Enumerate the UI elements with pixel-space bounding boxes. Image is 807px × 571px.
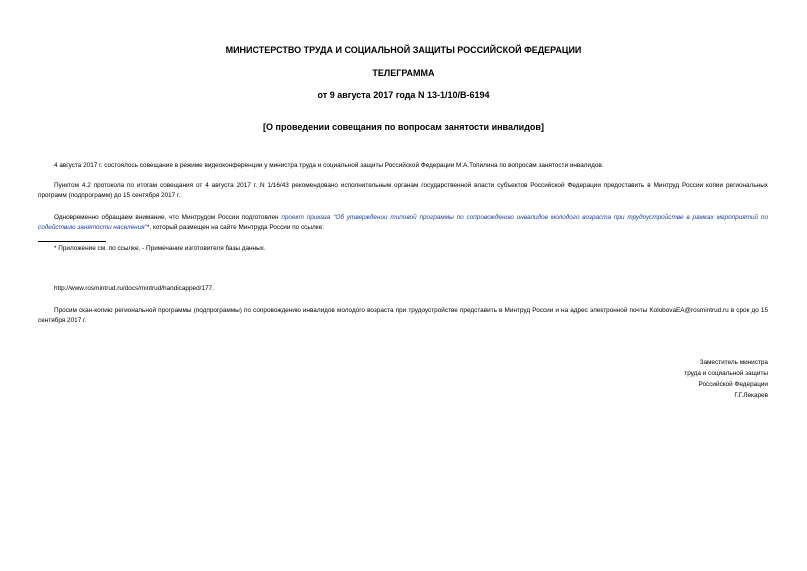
paragraph-draft-order [38, 213, 768, 233]
draft-order-link[interactable]: проект приказа "Об утверждении типовой программы по сопровождению инвалидов молодого возраста при трудоустройстве в рамках мероприятий по содействию занятости населения" [38, 214, 768, 231]
paragraph-draft-order-tail: *, который размещен на сайте Минтруда России по ссылке: [146, 224, 324, 231]
footnote-divider [38, 241, 106, 242]
signature-position-line2: труда и социальной защиты [684, 370, 768, 377]
paragraph-protocol: Пунктом 4.2 протокола по итогам совещания от 4 августа 2017 г. N 1/16/43 рекомендовано исполнительным органам государственной власти субъектов Российской Федерации предоставить в Минтруд России копии региональных программ (подпрограмм) до 15 сентября 2017 г. [38, 182, 768, 199]
signature-block [568, 357, 768, 401]
doc-type-heading: ТЕЛЕГРАММА [372, 68, 435, 78]
signature-position-line1: Заместитель министра [699, 359, 768, 366]
footnote-text: * Приложение см. по ссылке. - Примечание изготовителя базы данных. [54, 245, 266, 252]
signature-name: Г.Г.Лекарев [734, 392, 768, 399]
url-text[interactable]: http://www.rosmintrud.ru/docs/mintrud/handicapped/177. [54, 285, 214, 292]
paragraph-draft-order-text: Одновременно обращаем внимание, что Минтрудом России подготовлен [54, 214, 282, 221]
subject-heading: [О проведении совещания по вопросам занятости инвалидов] [263, 122, 544, 132]
signature-position-line3: Российской Федерации [698, 381, 768, 388]
paragraph-request: Просим скан-копию региональной программы (подпрограммы) по сопровождению инвалидов молодого возраста при трудоустройстве представить в Минтруд России и на адрес электронной почты KolobovaEA@rosmintrud.ru в срок до 15 сентября 2017 г. [38, 307, 768, 324]
ministry-heading: МИНИСТЕРСТВО ТРУДА И СОЦИАЛЬНОЙ ЗАЩИТЫ РОССИЙСКОЙ ФЕДЕРАЦИИ [225, 45, 582, 55]
paragraph-meeting: 4 августа 2017 г. состоялось совещание в режиме видеоконференции у министра труда и социальной защиты Российской Федерации М.А.Топилина по вопросам занятости инвалидов. [54, 162, 604, 169]
date-number-heading: от 9 августа 2017 года N 13-1/10/В-6194 [317, 90, 490, 100]
